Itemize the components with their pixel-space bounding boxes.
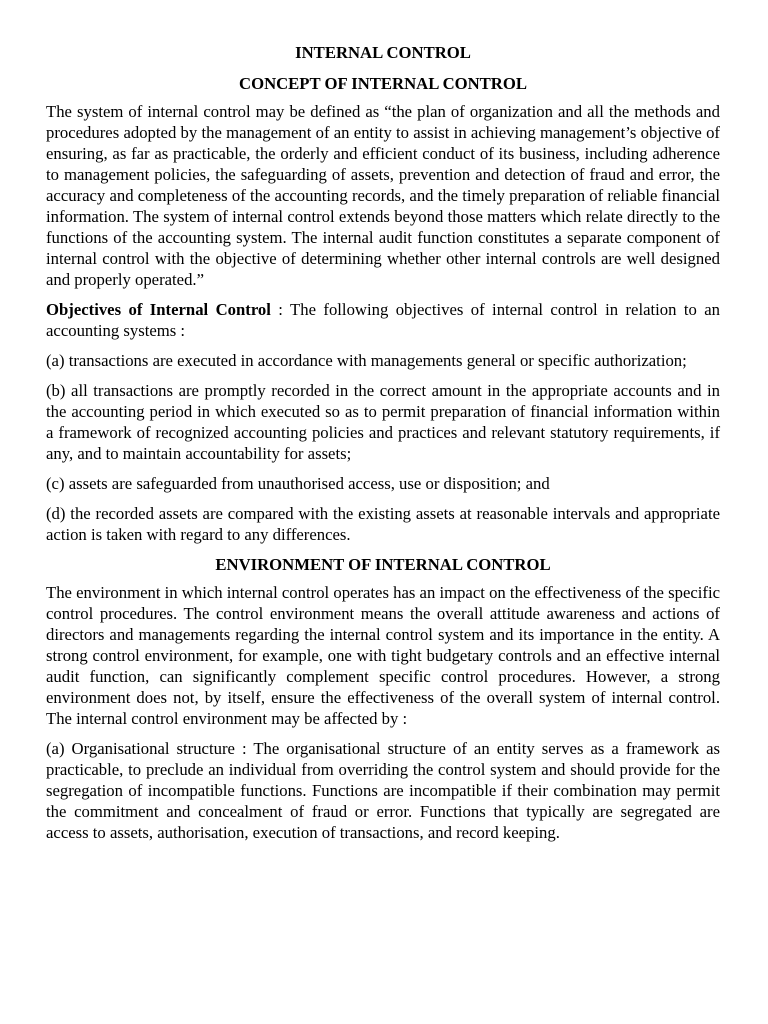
objectives-intro-text: : The following objectives of internal control in relation to an accounting systems : <box>46 300 720 340</box>
objective-item-a: (a) transactions are executed in accordance with managements general or specific authorization; <box>46 351 687 370</box>
objective-item-d: (d) the recorded assets are compared with the existing assets at reasonable intervals and appropriate action is taken with regard to any differences. <box>46 504 720 544</box>
objectives-intro-paragraph <box>46 299 720 341</box>
environment-heading: ENVIRONMENT OF INTERNAL CONTROL <box>215 555 551 574</box>
objective-item-b: (b) all transactions are promptly recorded in the correct amount in the appropriate accounts and in the accounting period in which executed so as to permit preparation of financial information within a framework of recognized accounting policies and practices and relevant statutory requirements, if any, and to maintain accountability for assets; <box>46 381 720 463</box>
concept-paragraph: The system of internal control may be defined as “the plan of organization and all the methods and procedures adopted by the management of an entity to assist in achieving management’s objective of ensuring, as far as practicable, the orderly and efficient conduct of its business, including adherence to management policies, the safeguarding of assets, prevention and detection of fraud and error, the accuracy and completeness of the accounting records, and the timely preparation of reliable financial information. The system of internal control extends beyond those matters which relate directly to the functions of the accounting system. The internal audit function constitutes a separate component of internal control with the objective of determining whether other internal controls are well designed and properly operated.” <box>46 102 720 289</box>
document-title: INTERNAL CONTROL <box>295 43 471 62</box>
environment-item-a: (a) Organisational structure : The organisational structure of an entity serves as a framework as practicable, to preclude an individual from overriding the control system and should provide for the segregation of incompatible functions. Functions are incompatible if their combination may permit the commitment and concealment of fraud or error. Functions that typically are segregated are access to assets, authorisation, execution of transactions, and record keeping. <box>46 739 720 842</box>
objective-item-c: (c) assets are safeguarded from unauthorised access, use or disposition; and <box>46 474 550 493</box>
concept-heading: CONCEPT OF INTERNAL CONTROL <box>239 74 527 93</box>
document-page <box>46 40 720 852</box>
objectives-label: Objectives of Internal Control <box>46 300 271 319</box>
environment-paragraph: The environment in which internal control operates has an impact on the effectiveness of the specific control procedures. The control environment means the overall attitude awareness and actions of directors and managements regarding the internal control system and its importance in the entity. A strong control environment, for example, one with tight budgetary controls and an effective internal audit function, can significantly complement specific control procedures. However, a strong environment does not, by itself, ensure the effectiveness of the overall system of internal control. The internal control environment may be affected by : <box>46 583 720 728</box>
